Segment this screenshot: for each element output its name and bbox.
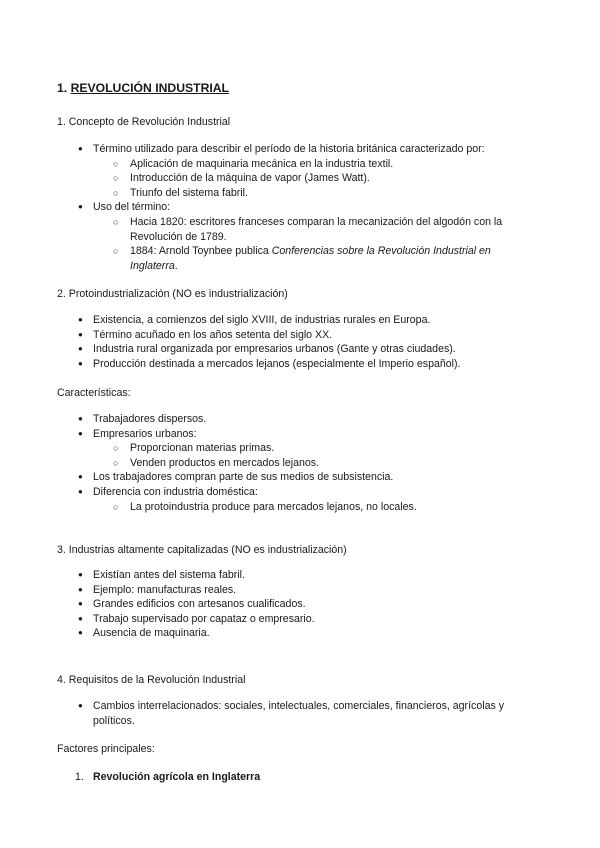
list-item-text: Trabajo supervisado por capataz o empresario. [93, 612, 315, 625]
sub-bullet-icon: ○ [113, 443, 119, 454]
list-item [0, 427, 600, 471]
list-item-text: Existencia, a comienzos del siglo XVIII, de industrias rurales en Europa. [93, 314, 431, 326]
list-item [0, 699, 600, 728]
factors-list [0, 770, 600, 785]
sublist [93, 441, 530, 470]
sub-bullet-icon: ○ [113, 158, 119, 169]
list-item [0, 412, 600, 427]
bullet-icon: ● [78, 414, 83, 423]
list-item [0, 313, 600, 328]
sublist-item [93, 500, 530, 515]
list-item-text: Trabajadores dispersos. [93, 413, 207, 425]
section2-list [0, 313, 600, 371]
sublist-item-text: 1884: Arnold Toynbee publica [130, 245, 272, 258]
bullet-icon: ● [78, 329, 83, 339]
bullet-icon: ● [78, 344, 83, 354]
bullet-icon: ● [78, 701, 83, 710]
sublist-item [93, 186, 530, 201]
bullet-icon: ● [78, 428, 83, 438]
sublist-item-text: La protoindustria produce para mercados lejanos, no locales. [130, 500, 417, 513]
sublist-item-text: Hacia 1820: escritores franceses comparan la mecanización del algodón con la Revolución de 1789. [130, 215, 503, 243]
list-item-text: Empresarios urbanos: [93, 427, 197, 440]
document-title [57, 80, 229, 96]
list-item-text: Ausencia de maquinaria. [93, 627, 210, 640]
sublist-item [93, 441, 530, 456]
sublist-item [93, 215, 530, 244]
sublist-item-suffix: . [174, 259, 178, 272]
list-item-text: Producción destinada a mercados lejanos (especialmente el Imperio español). [93, 357, 461, 370]
sub-bullet-icon: ○ [113, 187, 119, 198]
bullet-icon: ● [78, 628, 83, 638]
section4-heading: 4. Requisitos de la Revolución Industrial [57, 674, 246, 686]
list-item-text: Diferencia con industria doméstica: [93, 485, 258, 498]
sub-bullet-icon: ○ [113, 457, 119, 468]
sublist-item [93, 157, 530, 172]
title-number: 1. [57, 81, 68, 95]
bullet-icon: ● [78, 486, 83, 496]
bullet-icon: ● [78, 358, 83, 368]
factors-heading: Factores principales: [57, 743, 155, 755]
sublist-item-text: Venden productos en mercados lejanos. [130, 456, 320, 469]
section2-heading: 2. Protoindustrialización (NO es industrialización) [57, 288, 288, 300]
list-item [0, 568, 600, 583]
list-item-text: Existían antes del sistema fabril. [93, 569, 245, 581]
list-item-text: Término utilizado para describir el período de la historia británica caracterizado por: [93, 143, 485, 155]
sublist [93, 157, 530, 201]
sublist-item-text: Proporcionan materias primas. [130, 442, 275, 455]
list-item [0, 470, 600, 485]
section4-list [0, 699, 600, 728]
list-item [0, 142, 600, 200]
characteristics-heading: Características: [57, 387, 131, 399]
sub-bullet-icon: ○ [113, 173, 119, 184]
bullet-icon: ● [78, 584, 83, 594]
list-item [0, 328, 600, 343]
bullet-icon: ● [78, 472, 83, 482]
list-item [0, 583, 600, 598]
list-item-text: Revolución agrícola en Inglaterra [93, 771, 261, 783]
list-number: 1. [75, 771, 84, 783]
bullet-icon: ● [78, 144, 83, 153]
bullet-icon: ● [78, 202, 83, 212]
list-item-text: Cambios interrelacionados: sociales, intelectuales, comerciales, financieros, agrícolas y políticos. [93, 700, 504, 727]
sub-bullet-icon: ○ [113, 246, 119, 257]
section3-heading: 3. Industrias altamente capitalizadas (NO es industrialización) [57, 544, 347, 556]
list-item [0, 342, 600, 357]
bullet-icon: ● [78, 570, 83, 579]
sublist-item-text: Triunfo del sistema fabril. [130, 186, 248, 199]
book-title: Conferencias sobre la Revolución Industrial en Inglaterra [130, 245, 491, 272]
characteristics-list [0, 412, 600, 514]
sublist-item-text: Introducción de la máquina de vapor (James Watt). [130, 172, 370, 185]
list-item [0, 597, 600, 612]
list-item [0, 612, 600, 627]
bullet-icon: ● [78, 315, 83, 324]
sublist-item-text: Aplicación de maquinaria mecánica en la industria textil. [130, 157, 394, 170]
sublist-item [93, 244, 530, 273]
sublist [93, 500, 530, 515]
sublist [93, 215, 530, 273]
title-text: REVOLUCIÓN INDUSTRIAL [70, 81, 229, 95]
sub-bullet-icon: ○ [113, 216, 119, 227]
section3-list [0, 568, 600, 641]
bullet-icon: ● [78, 599, 83, 609]
section1-list [0, 142, 600, 273]
list-item-text: Grandes edificios con artesanos cualificados. [93, 598, 306, 611]
list-item-text: Ejemplo: manufacturas reales. [93, 583, 237, 596]
sublist-item [93, 171, 530, 186]
list-item-text: Industria rural organizada por empresarios urbanos (Gante y otras ciudades). [93, 343, 456, 356]
list-item [0, 770, 600, 785]
list-item-text: Uso del término: [93, 201, 171, 214]
list-item [0, 357, 600, 372]
list-item [0, 485, 600, 514]
list-item-text: Término acuñado en los años setenta del siglo XX. [93, 328, 333, 341]
section1-heading: 1. Concepto de Revolución Industrial [57, 116, 231, 128]
list-item-text: Los trabajadores compran parte de sus medios de subsistencia. [93, 471, 394, 484]
list-item [0, 200, 600, 273]
sub-bullet-icon: ○ [113, 501, 119, 512]
sublist-item [93, 456, 530, 471]
list-item [0, 626, 600, 641]
bullet-icon: ● [78, 613, 83, 623]
